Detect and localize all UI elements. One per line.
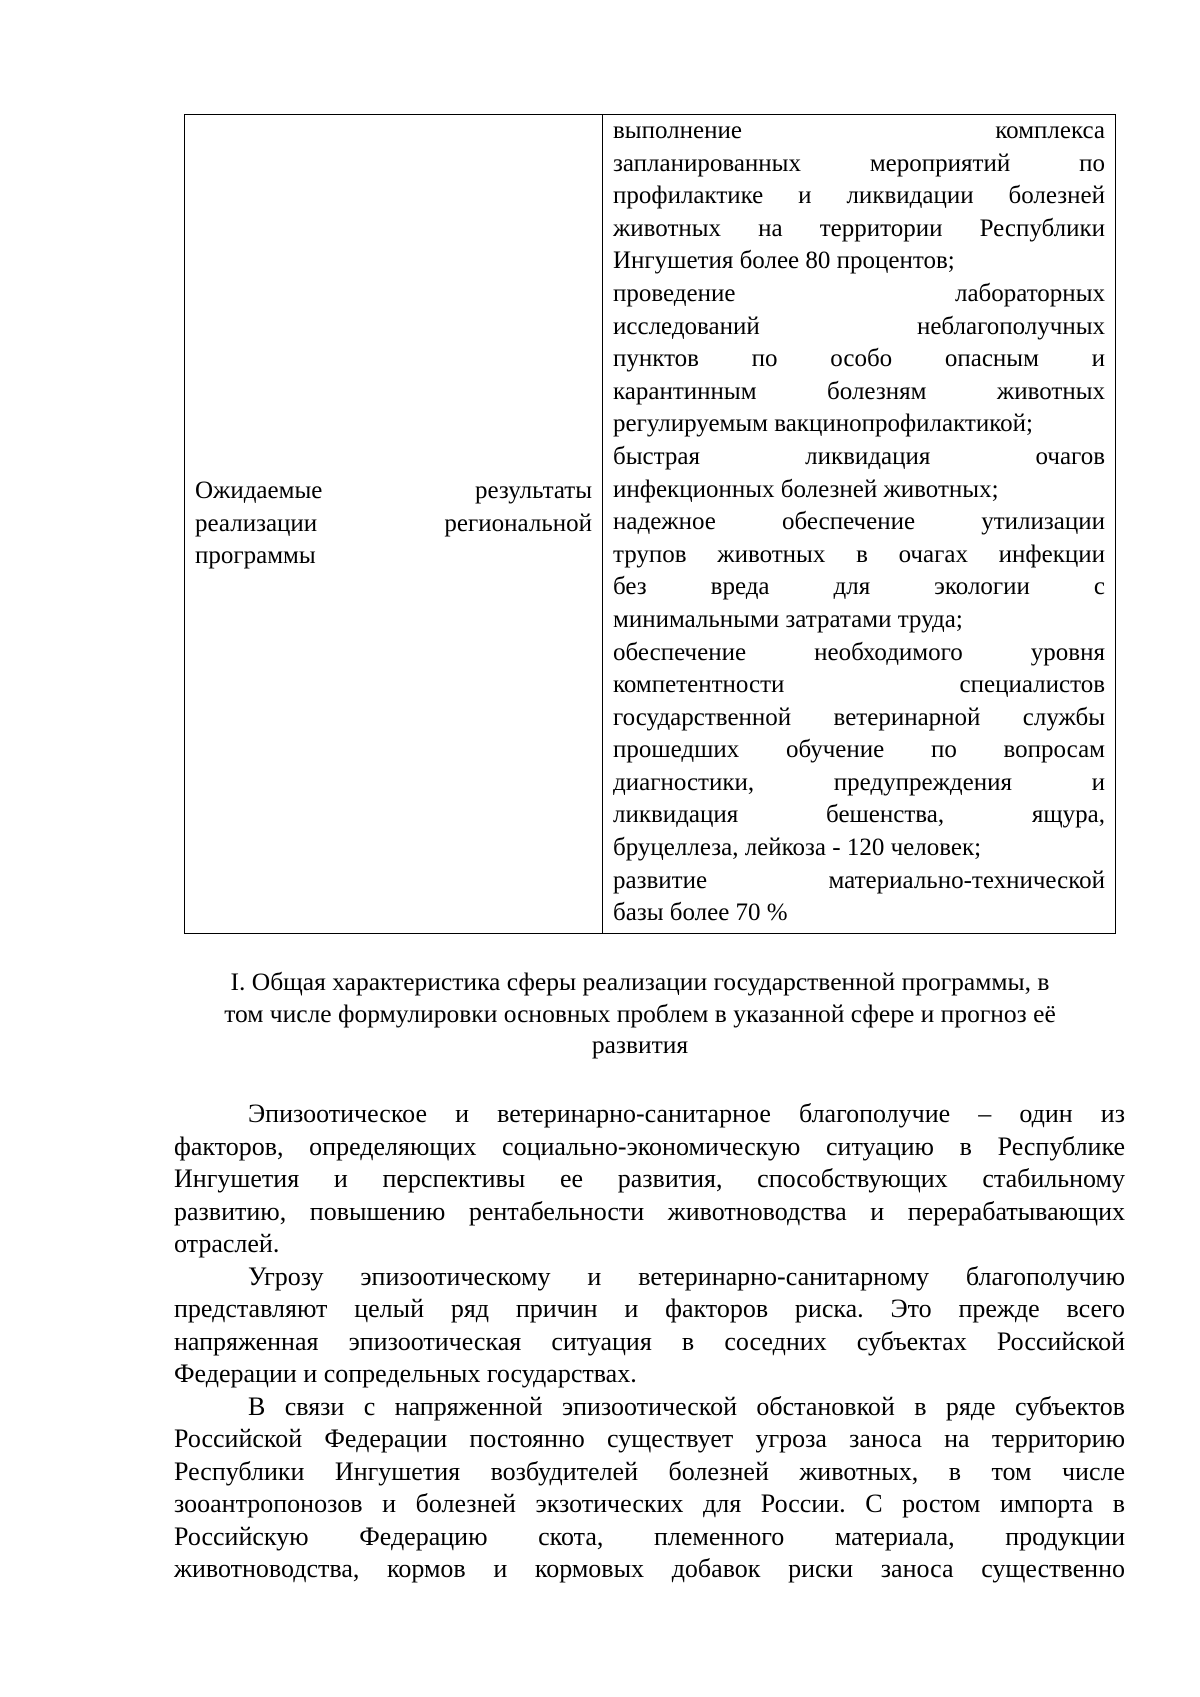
label-cell [185,115,603,934]
heading-line: I. Общая характеристика сферы реализации государственной программы, в [230,967,1050,996]
value-line: Ингушетия более 80 процентов; [613,247,955,275]
body-text [174,1098,1125,1586]
body-line: В связи с напряженной эпизоотической обстановкой в ряде субъектов [248,1391,1125,1421]
body-line: факторов, определяющих социально-экономическую ситуацию в Республике [174,1131,1125,1161]
body-line: Российскую Федерацию скота, племенного материала, продукции [174,1521,1125,1551]
passport-table [184,114,1116,934]
value-line: исследований неблагополучных [613,312,1105,340]
body-line: представляют целый ряд причин и факторов риска. Это прежде всего [174,1294,1125,1323]
value-line: прошедших обучение по вопросам [613,736,1105,764]
value-line: выполнение комплекса [613,117,1105,144]
body-line: Эпизоотическое и ветеринарно-санитарное благополучие – один из [248,1099,1125,1128]
body-line: Республики Ингушетия возбудителей болезней животных, в том числе [174,1456,1125,1486]
section-heading [160,966,1120,1061]
body-line: Угрозу эпизоотическому и ветеринарно-санитарному благополучию [248,1261,1125,1291]
value-line: регулируемым вакцинопрофилактикой; [613,410,1033,438]
value-line: быстрая ликвидация очагов [613,442,1105,470]
value-line: минимальными затратами труда; [613,605,963,633]
body-line: Федерации и сопредельных государствах. [174,1359,637,1388]
body-line: Российской Федерации постоянно существует угроза заноса на территорию [174,1424,1125,1453]
value-line: обеспечение необходимого уровня [613,638,1105,666]
label-line: Ожидаемые результаты [195,477,592,505]
body-line: отраслей. [174,1229,280,1258]
value-line: запланированных мероприятий по [613,149,1105,177]
heading-line: том числе формулировки основных проблем в указанной сфере и прогноз её [224,998,1056,1028]
value-line: животных на территории Республики [613,214,1105,242]
value-line: проведение лабораторных [613,279,1105,307]
body-line: развитию, повышению рентабельности животноводства и перерабатывающих [174,1196,1125,1226]
value-line: пунктов по особо опасным и [613,345,1105,373]
body-line: животноводства, кормов и кормовых добавок риски заноса существенно [174,1554,1125,1583]
value-line: бруцеллеза, лейкоза - 120 человек; [613,834,982,862]
value-line: карантинным болезням животных [613,377,1105,405]
value-line: компетентности специалистов [613,671,1105,699]
value-line: ликвидация бешенства, ящура, [613,801,1105,829]
value-line: надежное обеспечение утилизации [613,508,1105,536]
value-line: диагностики, предупреждения и [613,768,1105,796]
body-line: зооантропонозов и болезней экзотических для России. С ростом импорта в [174,1489,1125,1518]
value-line: базы более 70 % [613,899,788,927]
value-line: без вреда для экологии с [613,573,1105,601]
value-cell [603,115,1116,934]
heading-line: развития [591,1030,689,1059]
value-line: инфекционных болезней животных; [613,475,999,503]
label-line: реализации региональной [195,509,592,537]
value-line: государственной ветеринарной службы [613,703,1105,731]
table-row [185,115,1116,934]
body-line: напряженная эпизоотическая ситуация в соседних субъектах Российской [174,1326,1125,1356]
value-line: развитие материально-технической [613,866,1105,894]
body-line: Ингушетия и перспективы ее развития, способствующих стабильному [174,1164,1125,1193]
value-line: профилактике и ликвидации болезней [613,182,1105,210]
label-line: программы [195,542,316,570]
value-line: трупов животных в очагах инфекции [613,540,1105,568]
